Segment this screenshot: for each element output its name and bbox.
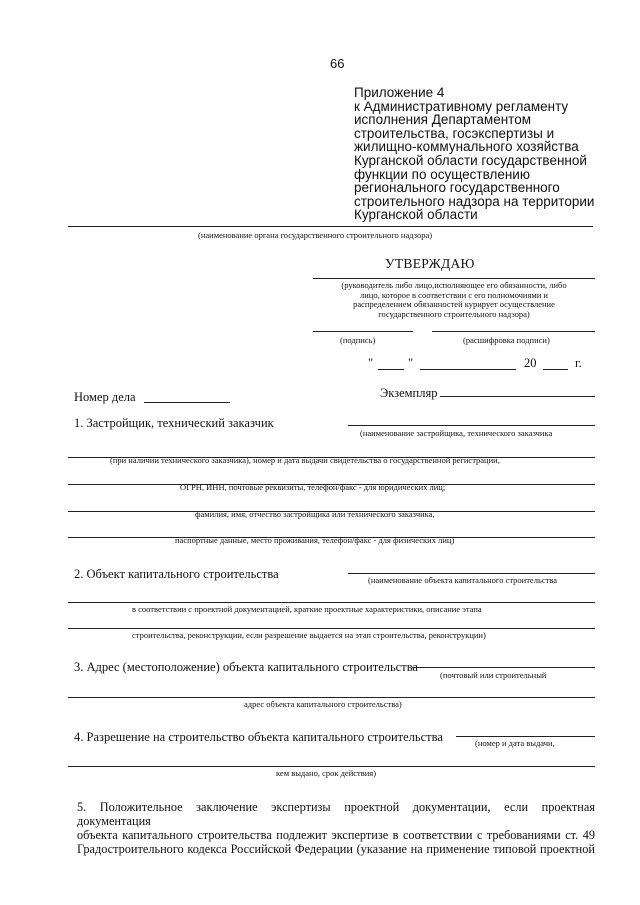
section4-line bbox=[68, 766, 595, 767]
section4-label: 4. Разрешение на строительство объекта капитального строительства bbox=[74, 730, 443, 744]
decode-caption: (расшифровка подписи) bbox=[463, 335, 550, 345]
section2-line bbox=[68, 602, 595, 603]
date-day-line bbox=[378, 369, 404, 370]
date-year-suffix: г. bbox=[575, 356, 582, 370]
section1-caption: фамилия, имя, отчество застройщика или технического заказчика, bbox=[195, 509, 435, 519]
date-year-prefix: 20 bbox=[524, 356, 537, 370]
section5-line: Градостроительного кодекса Российской Федерации (указание на применение типовой проектной bbox=[77, 842, 595, 856]
section5-line: объекта капитального строительства подлежит экспертизе в соответствии с требованиями ст. 49 bbox=[77, 828, 595, 842]
appendix-line: строительства, госэкспертизы и bbox=[354, 125, 555, 141]
section1-caption: паспортные данные, место проживания, телефон/факс - для физических лиц) bbox=[175, 535, 455, 545]
authority-caption: (наименование органа государственного строительного надзора) bbox=[198, 230, 433, 240]
appendix-line: Курганской области государственной bbox=[354, 152, 587, 168]
authority-line bbox=[68, 226, 593, 227]
section4-caption: кем выдано, срок действия) bbox=[276, 768, 377, 778]
section2-caption: строительства, реконструкции, если разрешение выдается на этап строительства, реконструкции) bbox=[132, 630, 486, 640]
head-caption-line: лицо, которое в соответствии с его полномочиями и bbox=[360, 289, 548, 300]
appendix-heading bbox=[354, 86, 594, 222]
appendix-line: жилищно-коммунального хозяйства bbox=[354, 139, 579, 155]
appendix-line: функции по осуществлению bbox=[354, 166, 530, 182]
appendix-title: Приложение 4 bbox=[354, 85, 445, 100]
section3-line bbox=[68, 697, 595, 698]
section2-label: 2. Объект капитального строительства bbox=[74, 567, 279, 581]
section1-caption: ОГРН, ИНН, почтовые реквизиты, телефон/факс - для юридических лиц; bbox=[180, 482, 446, 492]
copy-label: Экземпляр bbox=[380, 386, 438, 400]
appendix-line: регионального государственного bbox=[354, 180, 560, 196]
appendix-line: строительного надзора на территории bbox=[354, 193, 595, 209]
section3-label: 3. Адрес (местоположение) объекта капитального строительства bbox=[74, 660, 418, 674]
date-quote-close: " bbox=[408, 356, 414, 370]
section3-line bbox=[412, 667, 595, 668]
head-caption-line: (руководитель либо лицо,исполняющее его обязанности, либо bbox=[341, 280, 567, 290]
appendix-line: Курганской области bbox=[354, 207, 478, 223]
section2-line bbox=[348, 573, 595, 574]
case-number-label: Номер дела bbox=[74, 390, 136, 404]
appendix-line: исполнения Департаментом bbox=[354, 112, 531, 128]
case-number-line bbox=[144, 402, 230, 403]
section3-caption: адрес объекта капитального строительства) bbox=[244, 699, 402, 709]
copy-line bbox=[440, 396, 595, 397]
head-caption-line: государственного строительного надзора) bbox=[378, 308, 530, 319]
section2-caption: (наименование объекта капитального строительства bbox=[368, 575, 557, 585]
approve-title: УТВЕРЖДАЮ bbox=[385, 256, 475, 271]
head-line bbox=[313, 278, 595, 279]
head-caption-line: распределением обязанностей курирует осуществление bbox=[353, 299, 555, 309]
section5-paragraph bbox=[77, 800, 595, 856]
section1-caption: (при наличии технического заказчика), номер и дата выдачи свидетельства о государственной регистрации, bbox=[110, 455, 500, 465]
signature-line bbox=[313, 331, 413, 332]
date-month-line bbox=[420, 369, 516, 370]
head-caption bbox=[313, 281, 595, 319]
section3-caption: (почтовый или строительный bbox=[440, 670, 547, 680]
section1-caption: (наименование застройщика, технического заказчика bbox=[360, 428, 553, 438]
signature-caption: (подпись) bbox=[340, 335, 376, 345]
section4-line bbox=[456, 736, 595, 737]
section2-caption: в соответствии с проектной документацией, краткие проектные характеристики, описание этапа bbox=[132, 604, 482, 614]
date-year-line bbox=[543, 369, 568, 370]
section1-line bbox=[348, 425, 595, 426]
date-quote-open: " bbox=[368, 356, 374, 370]
section1-label: 1. Застройщик, технический заказчик bbox=[74, 416, 274, 430]
section4-caption: (номер и дата выдачи, bbox=[475, 738, 555, 748]
page-number: 66 bbox=[330, 56, 345, 71]
appendix-line: к Административному регламенту bbox=[354, 98, 569, 114]
decode-line bbox=[432, 331, 595, 332]
section2-line bbox=[68, 628, 595, 629]
section5-line: 5. Положительное заключение экспертизы проектной документации, если проектная документация bbox=[77, 800, 595, 828]
